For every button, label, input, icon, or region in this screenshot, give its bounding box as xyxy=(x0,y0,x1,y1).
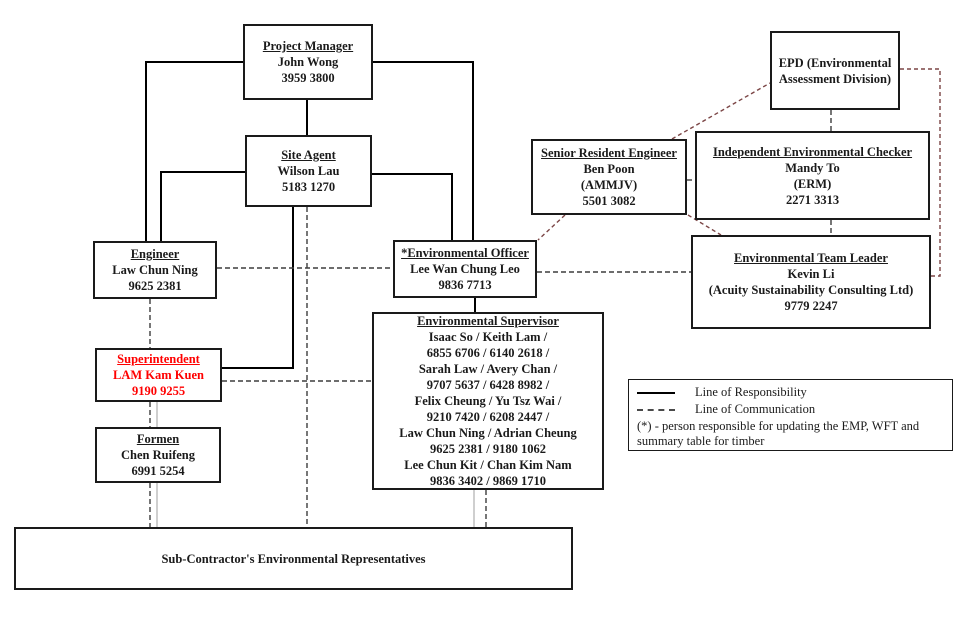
supervisor-row: 9625 2381 / 9180 1062 xyxy=(430,442,546,456)
box-site-agent xyxy=(245,135,372,207)
formen-phone: 6991 5254 xyxy=(131,464,185,478)
supervisor-row: Lee Chun Kit / Chan Kim Nam xyxy=(404,458,572,472)
box-superintendent xyxy=(95,348,222,402)
engineer-phone: 9625 2381 xyxy=(128,279,182,293)
legend xyxy=(628,379,953,451)
project-manager-name: John Wong xyxy=(277,55,339,69)
supervisor-row: Felix Cheung / Yu Tsz Wai / xyxy=(414,394,562,408)
independent-environmental-checker-org: (ERM) xyxy=(793,176,832,191)
solid-line-sample-icon xyxy=(637,392,675,394)
legend-responsibility-row xyxy=(637,385,944,400)
superintendent-title: Superintendent xyxy=(117,352,200,366)
box-formen xyxy=(95,427,221,483)
environmental-officer-title: *Environmental Officer xyxy=(401,246,529,260)
environmental-supervisor-title: Environmental Supervisor xyxy=(417,314,559,328)
legend-responsibility-label: Line of Responsibility xyxy=(695,385,807,399)
supervisor-row: Isaac So / Keith Lam / xyxy=(428,330,548,344)
box-sub-contractor-representatives xyxy=(14,527,573,590)
formen-name: Chen Ruifeng xyxy=(121,448,195,462)
box-engineer xyxy=(93,241,217,299)
senior-resident-engineer-title: Senior Resident Engineer xyxy=(541,146,677,160)
box-environmental-team-leader xyxy=(691,235,931,329)
sub-contractor-title: Sub-Contractor's Environmental Representatives xyxy=(161,551,426,566)
supervisor-row: 9210 7420 / 6208 2447 / xyxy=(426,410,550,424)
independent-environmental-checker-name: Mandy To xyxy=(785,160,840,175)
epd-title-line2: Assessment Division) xyxy=(778,71,892,86)
supervisor-row: Sarah Law / Avery Chan / xyxy=(418,362,558,376)
dashed-line-sample-icon xyxy=(637,409,675,411)
project-manager-title: Project Manager xyxy=(262,39,354,53)
environmental-team-leader-phone: 9779 2247 xyxy=(784,299,838,313)
box-environmental-supervisor xyxy=(372,312,604,490)
environmental-officer-phone: 9836 7713 xyxy=(438,278,492,292)
engineer-title: Engineer xyxy=(130,247,180,261)
senior-resident-engineer-name: Ben Poon xyxy=(583,162,635,176)
supervisor-row: 9836 3402 / 9869 1710 xyxy=(430,474,546,488)
site-agent-name: Wilson Lau xyxy=(277,164,340,178)
box-project-manager xyxy=(243,24,373,100)
environmental-team-leader-org: (Acuity Sustainability Consulting Ltd) xyxy=(708,283,914,297)
environmental-supervisor-members xyxy=(399,329,577,489)
epd-title-line1: EPD (Environmental xyxy=(778,55,892,70)
environmental-officer-name: Lee Wan Chung Leo xyxy=(410,262,520,276)
box-epd xyxy=(770,31,900,110)
formen-title: Formen xyxy=(136,432,180,446)
engineer-name: Law Chun Ning xyxy=(112,263,198,277)
senior-resident-engineer-phone: 5501 3082 xyxy=(582,194,636,208)
legend-asterisk-note: (*) - person responsible for updating the EMP, WFT and summary table for timber xyxy=(637,419,920,448)
legend-communication-row xyxy=(637,402,944,417)
senior-resident-engineer-org: (AMMJV) xyxy=(580,178,638,192)
supervisor-row: 6855 6706 / 6140 2618 / xyxy=(426,346,550,360)
superintendent-phone: 9190 9255 xyxy=(131,384,186,398)
legend-communication-label: Line of Communication xyxy=(695,402,816,416)
site-agent-phone: 5183 1270 xyxy=(281,180,336,194)
project-manager-phone: 3959 3800 xyxy=(281,71,335,85)
independent-environmental-checker-title: Independent Environmental Checker xyxy=(712,144,913,159)
environmental-team-leader-name: Kevin Li xyxy=(787,267,835,281)
environmental-team-leader-title: Environmental Team Leader xyxy=(734,251,888,265)
box-independent-environmental-checker xyxy=(695,131,930,220)
supervisor-row: 9707 5637 / 6428 8982 / xyxy=(426,378,550,392)
supervisor-row: Law Chun Ning / Adrian Cheung xyxy=(399,426,577,440)
box-senior-resident-engineer xyxy=(531,139,687,215)
box-environmental-officer xyxy=(393,240,537,298)
independent-environmental-checker-phone: 2271 3313 xyxy=(785,192,840,207)
site-agent-title: Site Agent xyxy=(281,148,336,162)
superintendent-name: LAM Kam Kuen xyxy=(113,368,204,382)
